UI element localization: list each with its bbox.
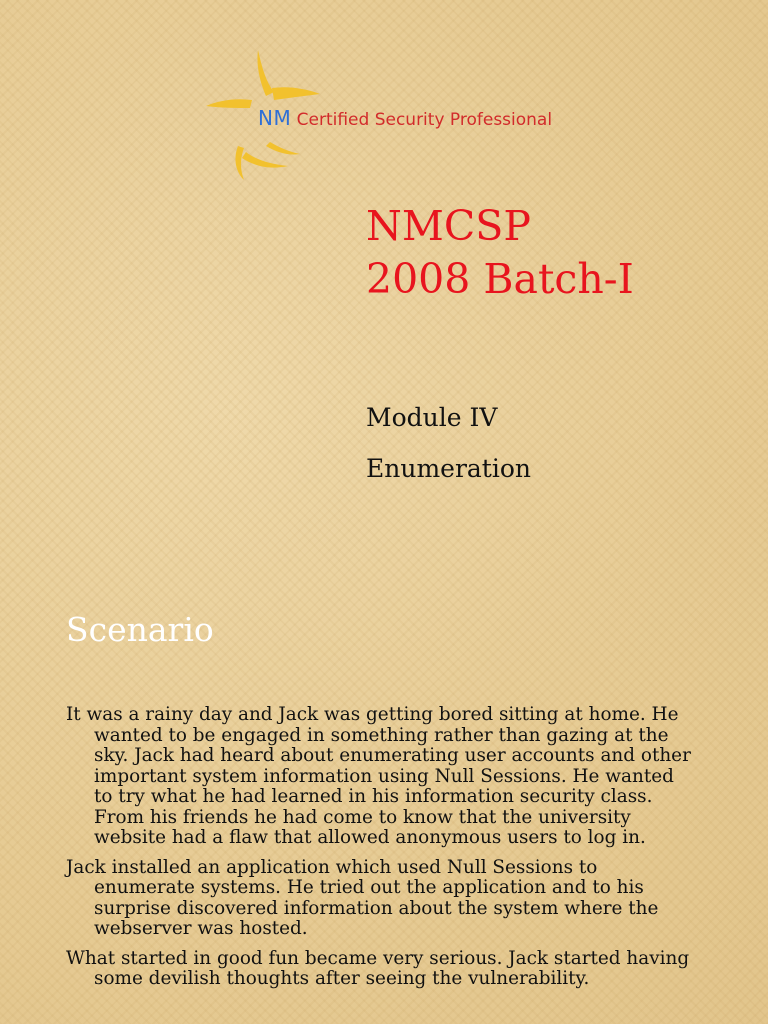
scenario-heading: Scenario bbox=[66, 610, 214, 649]
title-line-1: NMCSP bbox=[366, 202, 531, 250]
module-topic: Enumeration bbox=[366, 454, 532, 483]
logo-tagline: Certified Security Professional bbox=[296, 110, 553, 130]
logo-wordmark bbox=[258, 106, 552, 130]
scenario-body bbox=[66, 705, 696, 999]
title-line-2: 2008 Batch-I bbox=[366, 255, 634, 303]
scenario-paragraph: It was a rainy day and Jack was getting bored sitting at home. He wanted to be engaged in something rather than gazing at the sky. Jack had heard about enumerating user accounts and other important system information using Null Sessions. He wanted to try what he had learned in his information security class. From his friends he had come to know that the university website had a flaw that allowed anonymous users to log in. bbox=[66, 704, 691, 848]
module-number: Module IV bbox=[366, 403, 498, 432]
scenario-paragraph: Jack installed an application which used Null Sessions to enumerate systems. He tried out the application and to his surprise discovered information about the system where the webserver was hosted. bbox=[66, 856, 659, 939]
scenario-paragraph: What started in good fun became very serious. Jack started having some devilish thoughts after seeing the vulnerability. bbox=[66, 947, 690, 989]
logo-nm: NM bbox=[258, 106, 292, 130]
slide-title bbox=[366, 200, 634, 306]
module-info bbox=[366, 392, 531, 494]
